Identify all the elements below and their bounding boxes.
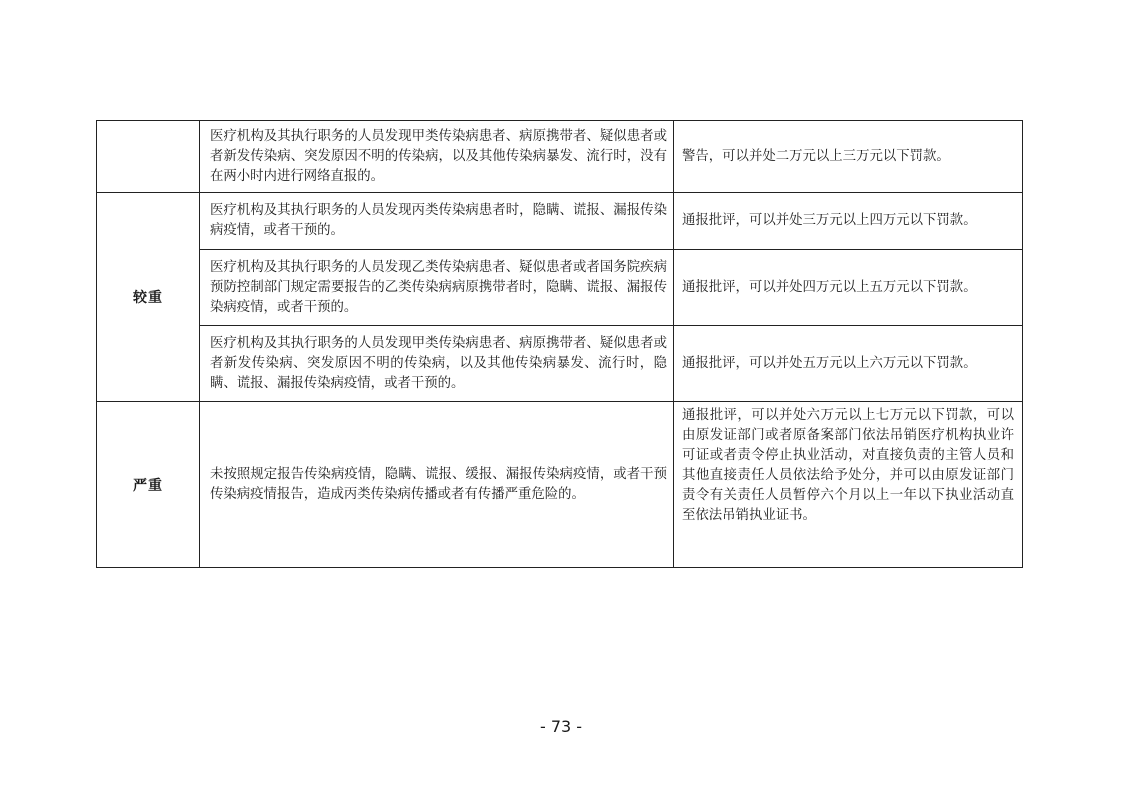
table-row [97, 121, 1023, 193]
violation-conduct-cell: 医疗机构及其执行职务的人员发现乙类传染病患者、疑似患者或者国务院疾病预防控制部门规定需要报告的乙类传染病病原携带者时，隐瞒、谎报、漏报传染病疫情，或者干预的。 [200, 250, 674, 326]
penalty-cell: 通报批评，可以并处三万元以上四万元以下罚款。 [674, 193, 1023, 250]
table-row [97, 402, 1023, 568]
table-row [97, 193, 1023, 250]
severity-level-cell: 严重 [97, 402, 200, 568]
table-row [97, 250, 1023, 326]
severity-level-cell: 较重 [97, 193, 200, 402]
violation-conduct-cell: 医疗机构及其执行职务的人员发现甲类传染病患者、病原携带者、疑似患者或者新发传染病、突发原因不明的传染病，以及其他传染病暴发、流行时，没有在两小时内进行网络直报的。 [200, 121, 674, 193]
penalty-cell: 警告，可以并处二万元以上三万元以下罚款。 [674, 121, 1023, 193]
violation-conduct-cell: 医疗机构及其执行职务的人员发现丙类传染病患者时，隐瞒、谎报、漏报传染病疫情，或者干预的。 [200, 193, 674, 250]
penalty-cell: 通报批评，可以并处六万元以上七万元以下罚款，可以由原发证部门或者原备案部门依法吊销医疗机构执业许可证或者责令停止执业活动，对直接负责的主管人员和其他直接责任人员依法给予处分，并可以由原发证部门责令有关责任人员暂停六个月以上一年以下执业活动直至依法吊销执业证书。 [674, 402, 1023, 568]
page-number: - 73 - [539, 717, 583, 736]
penalty-cell: 通报批评，可以并处四万元以上五万元以下罚款。 [674, 250, 1023, 326]
penalty-standard-table [96, 120, 1023, 568]
table-row [97, 326, 1023, 402]
violation-conduct-cell: 医疗机构及其执行职务的人员发现甲类传染病患者、病原携带者、疑似患者或者新发传染病、突发原因不明的传染病，以及其他传染病暴发、流行时，隐瞒、谎报、漏报传染病疫情，或者干预的。 [200, 326, 674, 402]
violation-conduct-cell: 未按照规定报告传染病疫情，隐瞒、谎报、缓报、漏报传染病疫情，或者干预传染病疫情报告，造成丙类传染病传播或者有传播严重危险的。 [200, 402, 674, 568]
penalty-cell: 通报批评，可以并处五万元以上六万元以下罚款。 [674, 326, 1023, 402]
severity-level-cell [97, 121, 200, 193]
